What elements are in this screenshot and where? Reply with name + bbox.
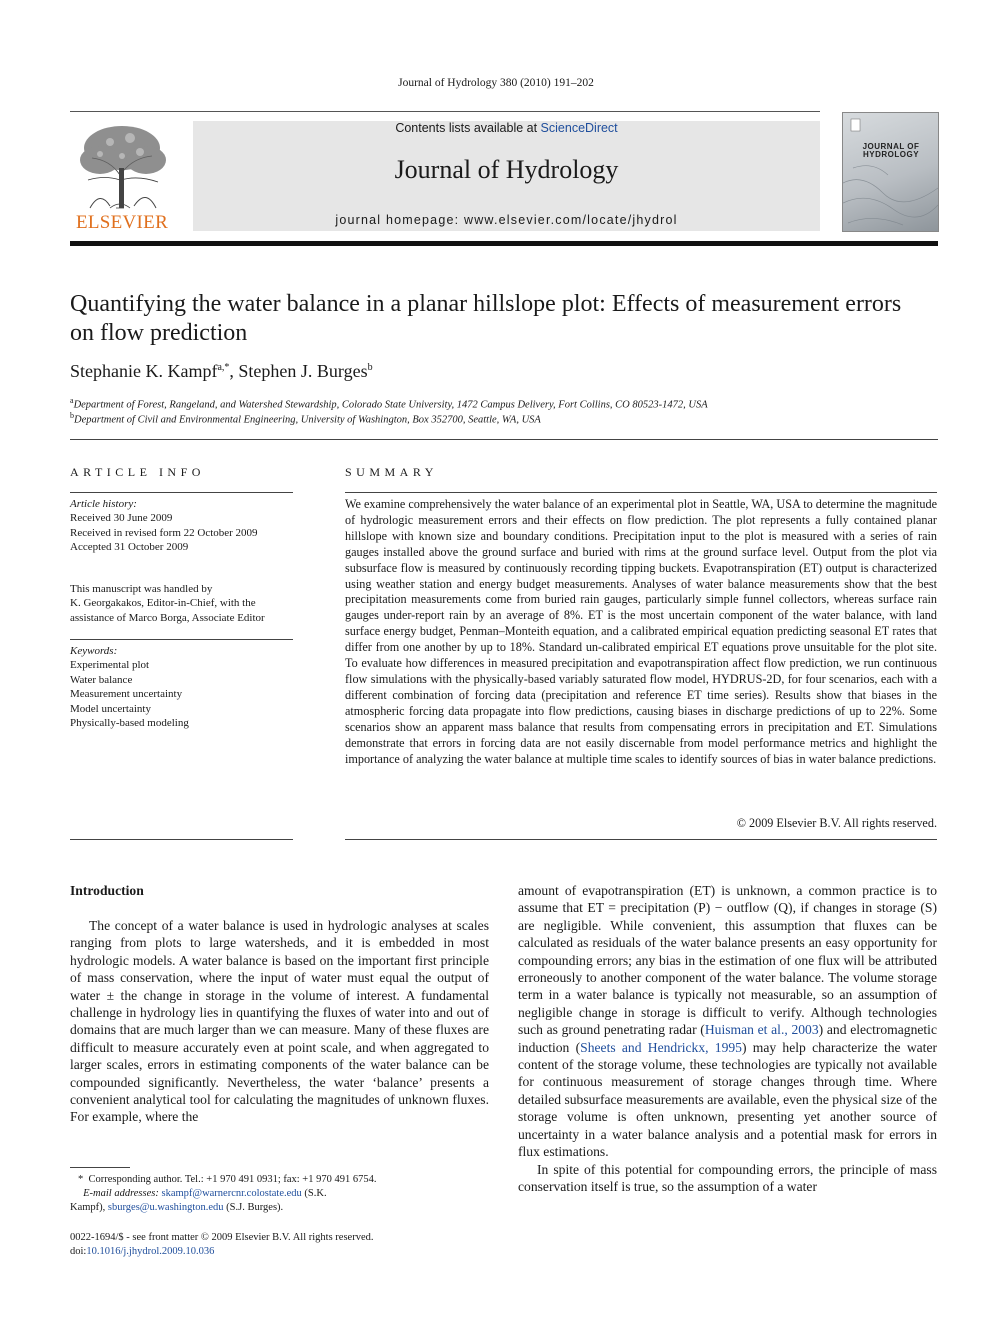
keyword: Experimental plot bbox=[70, 659, 150, 672]
revised-date: Received in revised form 22 October 2009 bbox=[70, 526, 258, 539]
summary-rule bbox=[345, 492, 937, 493]
intro-text: ) and electromagnetic induction ( bbox=[518, 1022, 937, 1055]
affiliation-a bbox=[70, 396, 930, 411]
keyword: Physically-based modeling bbox=[70, 717, 189, 730]
citation-link[interactable]: Huisman et al., 2003 bbox=[704, 1022, 819, 1038]
affiliation-text: Department of Forest, Rangeland, and Watershed Stewardship, Colorado State University, 1472 Campus Delivery, Fort Collins, CO 80523-1472, USA bbox=[73, 399, 708, 411]
citation-link[interactable]: Sheets and Hendrickx, 1995 bbox=[580, 1039, 742, 1055]
email-owner: (S.J. Burges). bbox=[226, 1201, 284, 1213]
masthead-divider bbox=[70, 241, 938, 246]
journal-citation: Journal of Hydrology 380 (2010) 191–202 bbox=[398, 77, 594, 89]
author-list bbox=[70, 361, 930, 382]
affiliation-b bbox=[70, 411, 930, 426]
author-name: Stephanie K. Kampf bbox=[70, 361, 218, 381]
email-label: E-mail addresses: bbox=[83, 1188, 159, 1199]
intro-paragraph: In spite of this potential for compounding errors, the principle of mass conservation itself is true, so the assumption of a water bbox=[518, 1161, 937, 1194]
handled-line: This manuscript was handled by bbox=[70, 583, 213, 595]
intro-column-left bbox=[70, 917, 489, 1126]
author-name: Stephen J. Burges bbox=[238, 361, 368, 381]
intro-paragraph bbox=[518, 882, 937, 1161]
doi-line bbox=[70, 1245, 570, 1259]
footnote-star: * bbox=[78, 1174, 84, 1185]
journal-title: Journal of Hydrology bbox=[394, 155, 619, 184]
author-affiliation-marker[interactable]: b bbox=[367, 362, 373, 373]
received-date: Received 30 June 2009 bbox=[70, 512, 173, 525]
keywords-label: Keywords: bbox=[70, 645, 118, 657]
sciencedirect-link[interactable]: ScienceDirect bbox=[540, 121, 618, 135]
article-info-bottom-rule bbox=[70, 839, 293, 840]
history-label: Article history: bbox=[70, 498, 137, 510]
journal-cover-thumbnail bbox=[842, 112, 939, 232]
intro-paragraph: The concept of a water balance is used in hydrologic analyses at scales ranging from plots to large watersheds, and it is embedded in most hydrologic models. A water balance is based on the important first principle of mass conservation, where the input of water must equal the output of water ± the change in storage in the volume of interest. A fundamental challenge in hydrology lies in quantifying the fluxes of water into and out of domains that are much larger than we can measure. Many of these fluxes are difficult to measure accurately even at point scale, and when aggregated to larger scales, errors in estimating components of the water balance can be compounded significantly. Nevertheless, the water ‘balance’ presents a convenient analytical tool for calculating the magnitudes of unknown fluxes. For example, where the bbox=[70, 918, 489, 1125]
contents-prefix: Contents lists available at bbox=[395, 121, 541, 135]
title-divider bbox=[70, 439, 938, 440]
email-link[interactable]: skampf@warnercnr.colostate.edu bbox=[161, 1188, 302, 1199]
affiliation-marker: a bbox=[70, 396, 74, 405]
article-title: Quantifying the water balance in a planar hillslope plot: Effects of measurement errors on flow prediction bbox=[70, 291, 902, 346]
summary-bottom-rule bbox=[345, 839, 937, 840]
copyright-notice: © 2009 Elsevier B.V. All rights reserved. bbox=[736, 816, 937, 830]
keyword: Model uncertainty bbox=[70, 702, 151, 715]
header-rule bbox=[70, 111, 820, 112]
email-owner: (S.K. Kampf), bbox=[70, 1188, 327, 1213]
corresponding-text: Corresponding author. Tel.: +1 970 491 0931; fax: +1 970 491 6754. bbox=[88, 1174, 377, 1185]
keywords-block bbox=[70, 644, 293, 730]
article-info-rule bbox=[70, 492, 293, 493]
issn-line: 0022-1694/$ - see front matter © 2009 Elsevier B.V. All rights reserved. bbox=[70, 1232, 374, 1243]
introduction-heading: Introduction bbox=[70, 883, 144, 898]
author-affiliation-marker[interactable]: a,* bbox=[217, 362, 230, 373]
contents-available bbox=[193, 121, 820, 135]
intro-text: ) may help characterize the water content of the storage volume, these technologies are typically not available for continuous measurement of storage changes through time. Where detailed subsurface measurements are available, even the physical size of the storage volume is often unknown, presenting yet another source of uncertainty in a water balance analysis and a potential mask for errors in flux estimations. bbox=[518, 1039, 938, 1160]
affiliation-text: Department of Civil and Environmental Engineering, University of Washington, Box 352700, Seattle, WA, USA bbox=[74, 414, 541, 426]
corresponding-author-footnote bbox=[78, 1173, 489, 1187]
handled-line: K. Georgakakos, Editor-in-Chief, with the bbox=[70, 597, 256, 610]
keyword: Water balance bbox=[70, 673, 133, 686]
doi-link[interactable]: 10.1016/j.jhydrol.2009.10.036 bbox=[86, 1246, 215, 1257]
keyword: Measurement uncertainty bbox=[70, 688, 183, 701]
summary-text: We examine comprehensively the water balance of an experimental plot in Seattle, WA, USA to determine the magnitude of hydrologic measurement errors and their effects on flow prediction. The plot represents a fully contained planar hillslope with known size and boundary conditions. Precipitation input to the plot is measured with a series of rain gauges installed above the ground surface and buried with rims at the ground surface level. Output from the plot via subsurface flow is measured by continuously recording tipping buckets. Evapotranspiration (ET) output is characterized using weather station and energy budget measurements. Analyses of water balance measurements show that the best precipitation measurements come from buried rain gauges, particularly simple funnel collectors, whereas surface rain gauges under-report rain by an average of 8%. ET is the most uncertain component of the water balance, with land surface energy budget, Penman–Monteith equation, and a calibrated empirical equation predicting seasonal ET rates that differ from one another by up to 18%. Standard un-calibrated empirical ET equations prove unsuitable for the plot site. To evaluate how differences in measured precipitation and evapotranspiration affect flow prediction, we run continuous flow simulations with the physically-based variably saturated flow model, HYDRUS-2D, for four scenarios, each with a different combination of forcing data (precipitation and reference ET time series). Results show that biases in the atmospheric forcing data propagate into flow predictions, causing biases in discharge predictions of up to 22%. Some scenarios show an apparent mass balance that results from compensating errors in precipitation and ET. Simulations demonstrate that errors in forcing data are not easily discernable from model performance metrics and highlight the importance of analyzing the water balance at multiple time scales to identify sources of bias in water balance predictions. bbox=[345, 497, 937, 766]
intro-text: amount of evapotranspiration (ET) is unknown, a common practice is to assume that ET = precipitation (P) − outflow (Q), if changes in storage (S) are negligible. While convenient, this assumption that fluxes can be calculated as residuals of the water balance presents an easy opportunity for compounding errors; any bias in the estimation of one flux will be attributed erroneously to another component of the water balance. The volume storage term in a water balance is typically not measurable, so an assumption of negligible change in storage is difficult to verify. Although technologies such as ground penetrating radar ( bbox=[518, 883, 937, 1038]
article-info-heading: ARTICLE INFO bbox=[70, 465, 205, 479]
summary-heading: SUMMARY bbox=[345, 465, 438, 479]
footnote-rule bbox=[70, 1167, 130, 1168]
email-link[interactable]: sburges@u.washington.edu bbox=[107, 1201, 224, 1213]
handling-editor-note bbox=[70, 582, 293, 625]
author-separator: , bbox=[229, 361, 239, 381]
elsevier-wordmark: ELSEVIER bbox=[75, 212, 169, 233]
keywords-rule bbox=[70, 639, 293, 640]
journal-homepage[interactable]: journal homepage: www.elsevier.com/locate/jhydrol bbox=[335, 213, 678, 227]
handled-line: assistance of Marco Borga, Associate Editor bbox=[70, 611, 265, 624]
email-footnote bbox=[70, 1187, 490, 1214]
affiliation-marker: b bbox=[70, 411, 74, 420]
accepted-date: Accepted 31 October 2009 bbox=[70, 541, 189, 554]
cover-title: JOURNAL OF HYDROLOGY bbox=[862, 142, 920, 159]
article-history bbox=[70, 497, 293, 555]
journal-masthead bbox=[193, 121, 820, 231]
doi-label: doi: bbox=[70, 1246, 87, 1257]
intro-column-right bbox=[518, 882, 937, 1195]
